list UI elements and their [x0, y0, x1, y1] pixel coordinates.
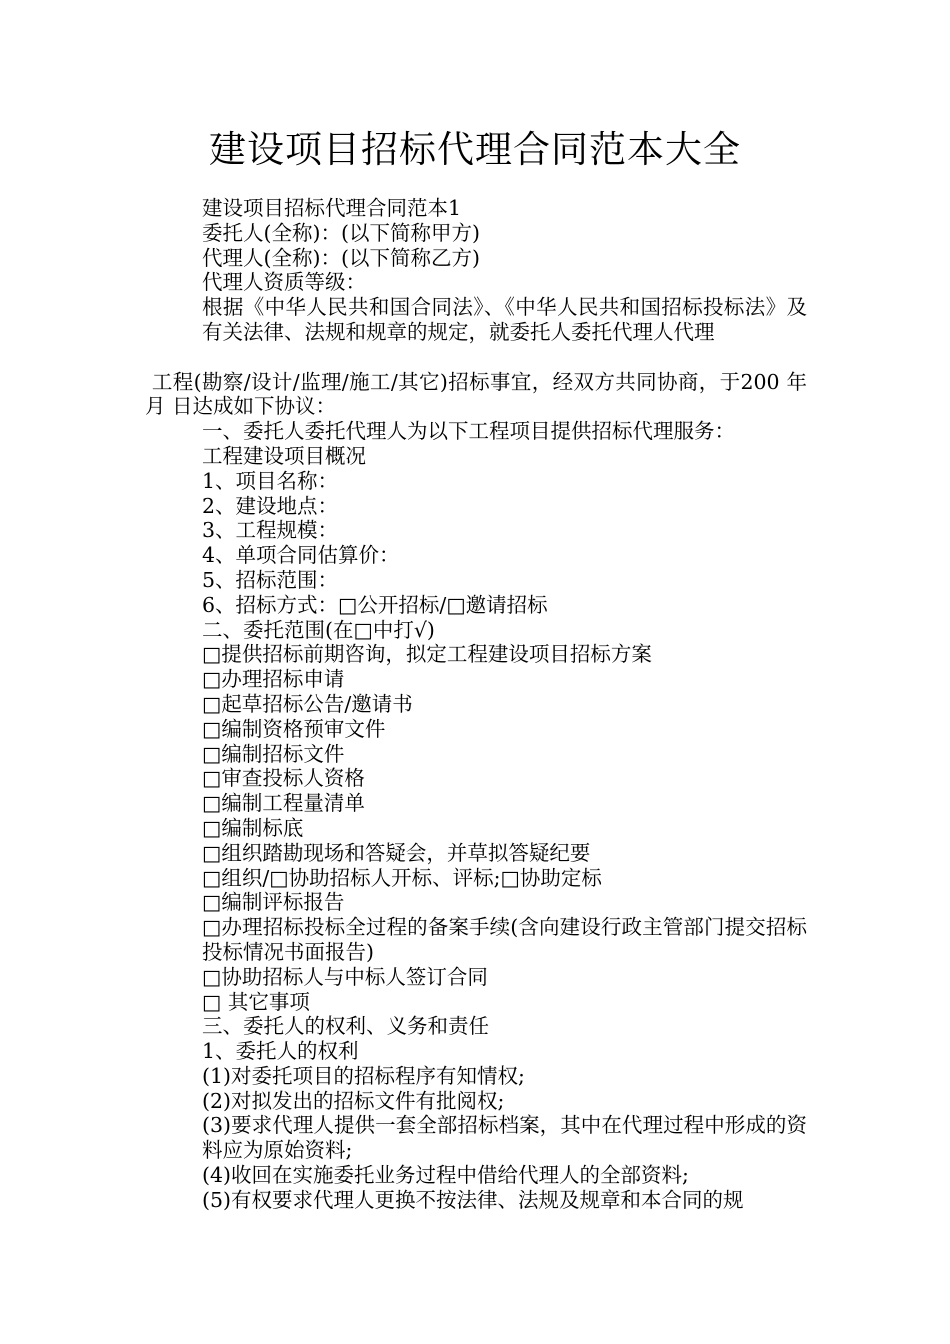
section-two-heading: 二、委托范围(在□中打√) — [202, 617, 435, 642]
tender-scope-line: 5、招标范围： — [202, 567, 339, 592]
project-overview-heading: 工程建设项目概况 — [202, 443, 366, 468]
project-name-line: 1、项目名称： — [202, 468, 339, 493]
scope-item: □协助招标人与中标人签订合同 — [202, 964, 488, 989]
scope-item: □编制工程量清单 — [202, 791, 365, 816]
scope-item: □编制资格预审文件 — [202, 716, 386, 741]
contract-heading: 建设项目招标代理合同范本1 — [202, 196, 462, 220]
scope-item: □编制标底 — [202, 815, 304, 840]
rights-item: (1)对委托项目的招标程序有知情权; — [202, 1063, 525, 1088]
section-three-heading: 三、委托人的权利、义务和责任 — [202, 1014, 489, 1039]
scope-item: □ 其它事项 — [202, 989, 310, 1014]
rights-item: (2)对拟发出的招标文件有批阅权; — [202, 1088, 505, 1113]
legal-basis-paragraph: 根据《中华人民共和国合同法》、《中华人民共和国招标投标法》及有关法律、法规和规章的规定，就委托人委托代理人代理 — [202, 295, 807, 344]
scope-item: □提供招标前期咨询，拟定工程建设项目招标方案 — [202, 642, 652, 667]
scope-item: □编制评标报告 — [202, 890, 345, 915]
scope-item: □编制招标文件 — [202, 741, 345, 766]
project-scale-line: 3、工程规模： — [202, 518, 339, 543]
rights-item: (3)要求代理人提供一套全部招标档案，其中在代理过程中形成的资料应为原始资料; — [202, 1113, 807, 1163]
scope-item: □组织/□协助招标人开标、评标;□协助定标 — [202, 865, 602, 890]
scope-item: □起草招标公告/邀请书 — [202, 691, 413, 716]
scope-item: □审查投标人资格 — [202, 766, 365, 791]
scope-item: □办理招标投标全过程的备案手续(含向建设行政主管部门提交招标投标情况书面报告) — [202, 915, 807, 964]
principal-rights-heading: 1、委托人的权利 — [202, 1039, 359, 1064]
rights-item: (5)有权要求代理人更换不按法律、法规及规章和本合同的规 — [202, 1187, 744, 1212]
principal-line: 委托人(全称)：(以下简称甲方) — [202, 220, 480, 245]
rights-item: (4)收回在实施委托业务过程中借给代理人的全部资料; — [202, 1163, 689, 1188]
scope-item: □办理招标申请 — [202, 667, 345, 692]
document-title: 建设项目招标代理合同范本大全 — [209, 128, 741, 171]
agent-line: 代理人(全称)：(以下简称乙方) — [202, 245, 480, 270]
section-one-heading: 一、委托人委托代理人为以下工程项目提供招标代理服务： — [202, 419, 735, 444]
tender-method-line: 6、招标方式：□公开招标/□邀请招标 — [202, 592, 548, 617]
agreement-paragraph: 工程(勘察/设计/监理/施工/其它)招标事宜，经双方共同协商，于200 年 月 日达成如下协议： — [145, 369, 814, 419]
estimated-price-line: 4、单项合同估算价： — [202, 543, 400, 568]
project-location-line: 2、建设地点： — [202, 493, 339, 518]
scope-item: □组织踏勘现场和答疑会，并草拟答疑纪要 — [202, 840, 591, 865]
document-body — [145, 196, 814, 1213]
qualification-line: 代理人资质等级： — [202, 270, 366, 295]
